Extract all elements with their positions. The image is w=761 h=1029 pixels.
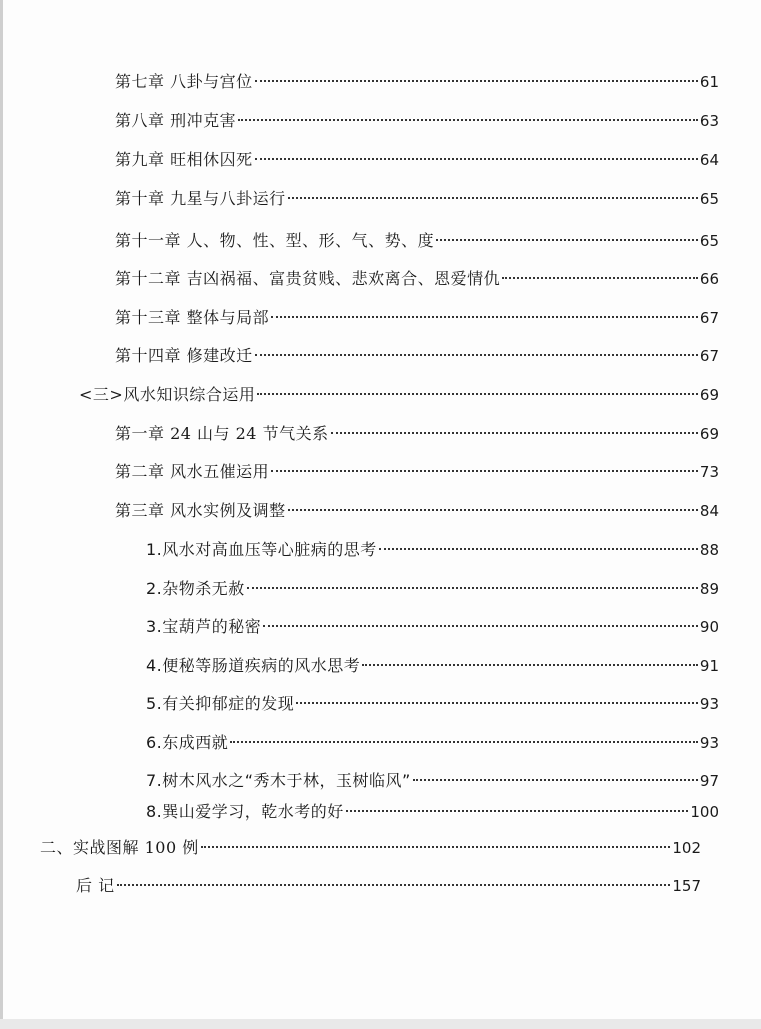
toc-entry-title: 第十三章 整体与局部 bbox=[115, 308, 270, 327]
toc-entry-example-7 bbox=[146, 767, 719, 795]
toc-dot-leader bbox=[255, 352, 698, 356]
toc-entry-part-2 bbox=[40, 834, 701, 862]
toc-entry-title: 4.便秘等肠道疾病的风水思考 bbox=[146, 656, 361, 675]
toc-dot-leader bbox=[201, 844, 671, 848]
toc-page-number: 100 bbox=[690, 803, 719, 821]
toc-entry-title: 第二章 风水五催运用 bbox=[115, 462, 270, 481]
toc-entry-section-3-chapter-3 bbox=[115, 497, 719, 525]
toc-dot-leader bbox=[379, 546, 698, 550]
toc-dot-leader bbox=[257, 391, 698, 395]
toc-entry-chapter-14 bbox=[115, 342, 719, 370]
toc-entry-chapter-10 bbox=[115, 185, 719, 213]
toc-entry-section-3-chapter-2 bbox=[115, 458, 719, 486]
toc-dot-leader bbox=[117, 882, 671, 886]
toc-dot-leader bbox=[255, 78, 698, 82]
toc-entry-example-3 bbox=[146, 613, 719, 641]
toc-dot-leader bbox=[346, 808, 689, 812]
toc-entry-example-8 bbox=[146, 798, 719, 826]
toc-dot-leader bbox=[502, 275, 698, 279]
toc-entry-title: 第一章 24 山与 24 节气关系 bbox=[115, 424, 329, 443]
toc-entry-chapter-13 bbox=[115, 304, 719, 332]
toc-page-number: 65 bbox=[699, 232, 719, 250]
toc-dot-leader bbox=[238, 117, 698, 121]
toc-page-number: 67 bbox=[699, 347, 719, 365]
toc-entry-title: 第八章 刑冲克害 bbox=[115, 111, 237, 130]
toc-page-number: 69 bbox=[699, 386, 719, 404]
page-left-edge bbox=[0, 0, 3, 1029]
toc-entry-chapter-7 bbox=[115, 68, 719, 96]
page-bottom-edge bbox=[0, 1019, 761, 1029]
toc-dot-leader bbox=[288, 195, 698, 199]
toc-entry-title: 第十四章 修建改迁 bbox=[115, 346, 253, 365]
toc-page-number: 61 bbox=[699, 73, 719, 91]
toc-entry-title: 第十章 九星与八卦运行 bbox=[115, 189, 286, 208]
toc-entry-chapter-12 bbox=[115, 265, 719, 293]
toc-entry-chapter-11 bbox=[115, 227, 719, 255]
toc-page-number: 69 bbox=[699, 425, 719, 443]
toc-page-number: 97 bbox=[699, 772, 719, 790]
toc-entry-example-2 bbox=[146, 575, 719, 603]
toc-dot-leader bbox=[362, 662, 698, 666]
toc-entry-example-5 bbox=[146, 690, 719, 718]
toc-entry-title: 2.杂物杀无赦 bbox=[146, 579, 245, 598]
toc-dot-leader bbox=[436, 237, 698, 241]
toc-entry-title: 第十二章 吉凶祸福、富贵贫贱、悲欢离合、恩爱情仇 bbox=[115, 269, 501, 288]
toc-page-number: 93 bbox=[699, 734, 719, 752]
toc-entry-title: 7.树木风水之“秀木于林，玉树临风” bbox=[146, 771, 411, 790]
toc-entry-chapter-9 bbox=[115, 146, 719, 174]
toc-page-number: 93 bbox=[699, 695, 719, 713]
toc-entry-title: 第九章 旺相休囚死 bbox=[115, 150, 253, 169]
toc-dot-leader bbox=[263, 623, 698, 627]
toc-entry-afterword bbox=[76, 872, 701, 900]
toc-page-number: 157 bbox=[672, 877, 701, 895]
toc-dot-leader bbox=[230, 739, 698, 743]
toc-entry-example-6 bbox=[146, 729, 719, 757]
toc-dot-leader bbox=[271, 314, 698, 318]
toc-page-number: 91 bbox=[699, 657, 719, 675]
toc-dot-leader bbox=[288, 507, 698, 511]
toc-entry-title: 二、实战图解 100 例 bbox=[40, 838, 199, 857]
toc-page-number: 84 bbox=[699, 502, 719, 520]
toc-entry-section-3 bbox=[79, 381, 719, 409]
toc-entry-title: 3.宝葫芦的秘密 bbox=[146, 617, 262, 636]
toc-dot-leader bbox=[331, 430, 698, 434]
toc-entry-example-1 bbox=[146, 536, 719, 564]
toc-entry-title: 第三章 风水实例及调整 bbox=[115, 501, 286, 520]
toc-page-number: 88 bbox=[699, 541, 719, 559]
toc-entry-chapter-8 bbox=[115, 107, 719, 135]
toc-page-number: 63 bbox=[699, 112, 719, 130]
toc-page-number: 67 bbox=[699, 309, 719, 327]
toc-entry-title: 1.风水对高血压等心脏病的思考 bbox=[146, 540, 377, 559]
toc-entry-title: 后 记 bbox=[76, 876, 115, 895]
toc-entry-example-4 bbox=[146, 652, 719, 680]
toc-dot-leader bbox=[247, 585, 698, 589]
toc-entry-section-3-chapter-1 bbox=[115, 420, 719, 448]
toc-page-number: 64 bbox=[699, 151, 719, 169]
toc-page-number: 90 bbox=[699, 618, 719, 636]
toc-entry-title: 第十一章 人、物、性、型、形、气、势、度 bbox=[115, 231, 435, 250]
toc-entry-title: 6.东成西就 bbox=[146, 733, 229, 752]
toc-entry-title: 8.巽山爱学习，乾水考的好 bbox=[146, 802, 344, 821]
toc-dot-leader bbox=[271, 468, 698, 472]
toc-page-number: 66 bbox=[699, 270, 719, 288]
toc-page-number: 102 bbox=[672, 839, 701, 857]
toc-entry-title: 5.有关抑郁症的发现 bbox=[146, 694, 295, 713]
toc-dot-leader bbox=[255, 156, 698, 160]
toc-dot-leader bbox=[413, 777, 698, 781]
toc-page-number: 65 bbox=[699, 190, 719, 208]
toc-entry-title: 第七章 八卦与宫位 bbox=[115, 72, 253, 91]
toc-page-number: 73 bbox=[699, 463, 719, 481]
toc-entry-title: <三>风水知识综合运用 bbox=[79, 385, 256, 404]
toc-page-number: 89 bbox=[699, 580, 719, 598]
toc-dot-leader bbox=[296, 700, 698, 704]
